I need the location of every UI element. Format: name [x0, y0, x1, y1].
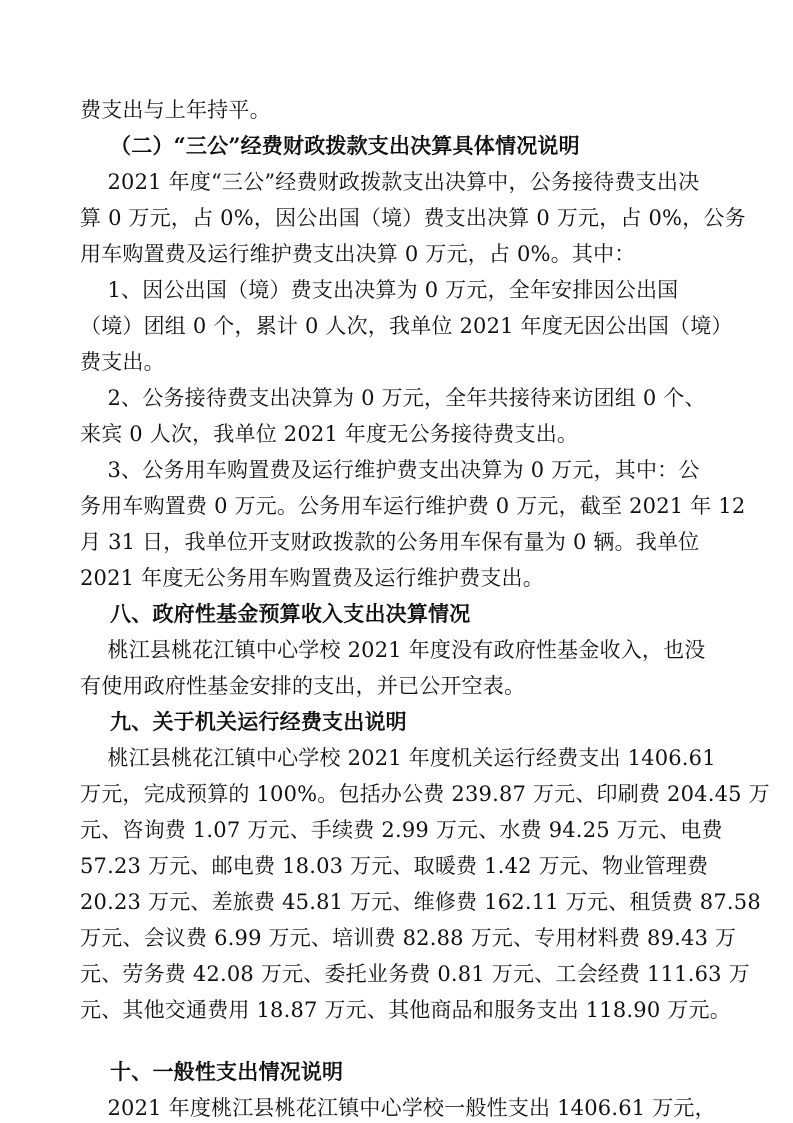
section-heading: 八、政府性基金预算收入支出决算情况	[80, 601, 471, 626]
text-line: 有使用政府性基金安排的支出，并已公开空表。	[80, 674, 526, 698]
text-line: 1、因公出国（境）费支出决算为 0 万元，全年安排因公出国	[80, 278, 679, 302]
text-line: 算 0 万元，占 0%，因公出国（境）费支出决算 0 万元，占 0%，公务	[80, 206, 746, 230]
text-line: 2021 年度无公务用车购置费及运行维护费支出。	[80, 566, 544, 590]
text-line: 费支出。	[80, 350, 165, 374]
text-line: 来宾 0 人次，我单位 2021 年度无公务接待费支出。	[80, 422, 579, 446]
section-heading: （二）“三公”经费财政拨款支出决算具体情况说明	[80, 133, 580, 158]
text-line: 2021 年度桃江县桃花江镇中心学校一般性支出 1406.61 万元，	[80, 1096, 716, 1120]
section-heading: 十、一般性支出情况说明	[80, 1059, 344, 1084]
text-line: 20.23 万元、差旅费 45.81 万元、维修费 162.11 万元、租赁费 87.58	[80, 890, 761, 914]
text-line: 元、咨询费 1.07 万元、手续费 2.99 万元、水费 94.25 万元、电费	[80, 818, 723, 842]
text-line: 桃江县桃花江镇中心学校 2021 年度没有政府性基金收入，也没	[80, 638, 706, 662]
text-line: 2、公务接待费支出决算为 0 万元，全年共接待来访团组 0 个、	[80, 386, 706, 410]
section-heading: 九、关于机关运行经费支出说明	[80, 709, 407, 734]
text-line: 桃江县桃花江镇中心学校 2021 年度机关运行经费支出 1406.61	[80, 746, 716, 770]
text-line: 万元、会议费 6.99 万元、培训费 82.88 万元、专用材料费 89.43 万	[80, 926, 737, 950]
text-line: 月 31 日，我单位开支财政拨款的公务用车保有量为 0 辆。我单位	[80, 530, 700, 554]
text-line: 务用车购置费 0 万元。公务用车运行维护费 0 万元，截至 2021 年 12	[80, 494, 746, 518]
text-line: 元、其他交通费用 18.87 万元、其他商品和服务支出 118.90 万元。	[80, 998, 731, 1022]
text-line: 3、公务用车购置费及运行维护费支出决算为 0 万元，其中：公	[80, 458, 700, 482]
text-line: （境）团组 0 个，累计 0 人次，我单位 2021 年度无因公出国（境）	[80, 314, 733, 338]
text-line: 万元，完成预算的 100%。包括办公费 239.87 万元、印刷费 204.45 万	[80, 782, 770, 806]
text-line: 费支出与上年持平。	[80, 98, 271, 122]
text-line: 用车购置费及运行维护费支出决算 0 万元，占 0%。其中：	[80, 242, 636, 266]
text-line: 2021 年度“三公”经费财政拨款支出决算中，公务接待费支出决	[80, 170, 700, 194]
text-line: 57.23 万元、邮电费 18.03 万元、取暖费 1.42 万元、物业管理费	[80, 854, 709, 878]
text-line: 元、劳务费 42.08 万元、委托业务费 0.81 万元、工会经费 111.63 万	[80, 962, 750, 986]
